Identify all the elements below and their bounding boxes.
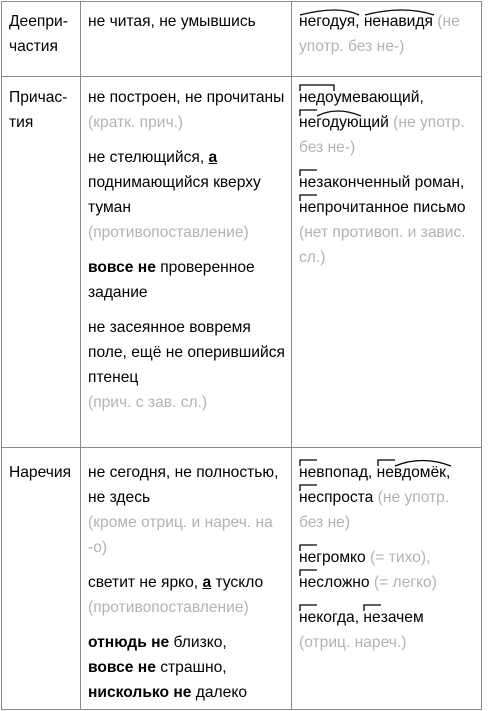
prefix-mark: не [299, 605, 316, 630]
rules-table [1, 1, 482, 710]
example-block: не построен, не прочитаны (кратк. прич.) [88, 89, 285, 131]
exceptions-cell [292, 448, 482, 710]
table-row [2, 2, 482, 77]
exception-block: невпопад, невдомёк, неспроста (не употр. без не) [299, 460, 475, 535]
example-block: отнюдь не близко, вовсе не страшно, нисколько не далеко [88, 634, 247, 701]
exception-block: некогда, незачем (отриц. нареч.) [299, 605, 475, 655]
example-block: не засеянное вовремя поле, ещё не оперившийся птенец (прич. с зав. сл.) [88, 319, 285, 411]
prefix-mark: негодующий [299, 110, 389, 135]
prefix-mark: ненавидя [364, 9, 433, 34]
exceptions-cell [292, 77, 482, 448]
exception-block: негромко (= тихо), несложно (= легко) [299, 545, 475, 595]
exception-note: (не употр. без не-) [299, 13, 460, 55]
example-block: вовсе не проверенное задание [88, 259, 255, 301]
prefix-mark: не [377, 460, 394, 485]
prefix-mark: не [299, 195, 316, 220]
conjunction: а [208, 149, 218, 166]
examples-cell [81, 77, 292, 448]
prefix-mark: недо [299, 85, 334, 110]
examples-cell [81, 448, 292, 710]
exception-text: негодуя, ненавидя (не употр. без не-) [299, 9, 475, 59]
example-block: светит не ярко, а тускло (противопоставление) [88, 574, 264, 616]
category-label: Наречия [9, 464, 72, 481]
category-cell [2, 448, 81, 710]
exceptions-cell [292, 2, 482, 77]
prefix-mark: не [299, 570, 316, 595]
example-text: не читая, не умывшись [88, 13, 256, 30]
prefix-mark: не [299, 170, 316, 195]
category-cell [2, 77, 81, 448]
table-row [2, 77, 482, 448]
examples-cell [81, 2, 292, 77]
prefix-mark: не [299, 485, 316, 510]
table-row [2, 448, 482, 710]
exception-block: незаконченный роман, непрочитанное письмо (нет противоп. и завис. сл.) [299, 170, 475, 270]
prefix-mark: не [363, 605, 380, 630]
category-label: Причас- тия [9, 89, 68, 131]
conjunction: а [202, 574, 212, 591]
prefix-mark: не [299, 545, 316, 570]
example-block: не стелющийся, а поднимающийся кверху туман (противопоставление) [88, 149, 261, 241]
example-block: не сегодня, не полностью, не здесь (кроме отриц. и нареч. на -о) [88, 464, 279, 556]
exception-block: недоумевающий, негодующий (не употр. без не-) [299, 85, 475, 160]
category-cell [2, 2, 81, 77]
category-label: Деепри- частия [9, 13, 68, 55]
prefix-mark: не [299, 460, 316, 485]
prefix-mark: негодуя [299, 9, 355, 34]
